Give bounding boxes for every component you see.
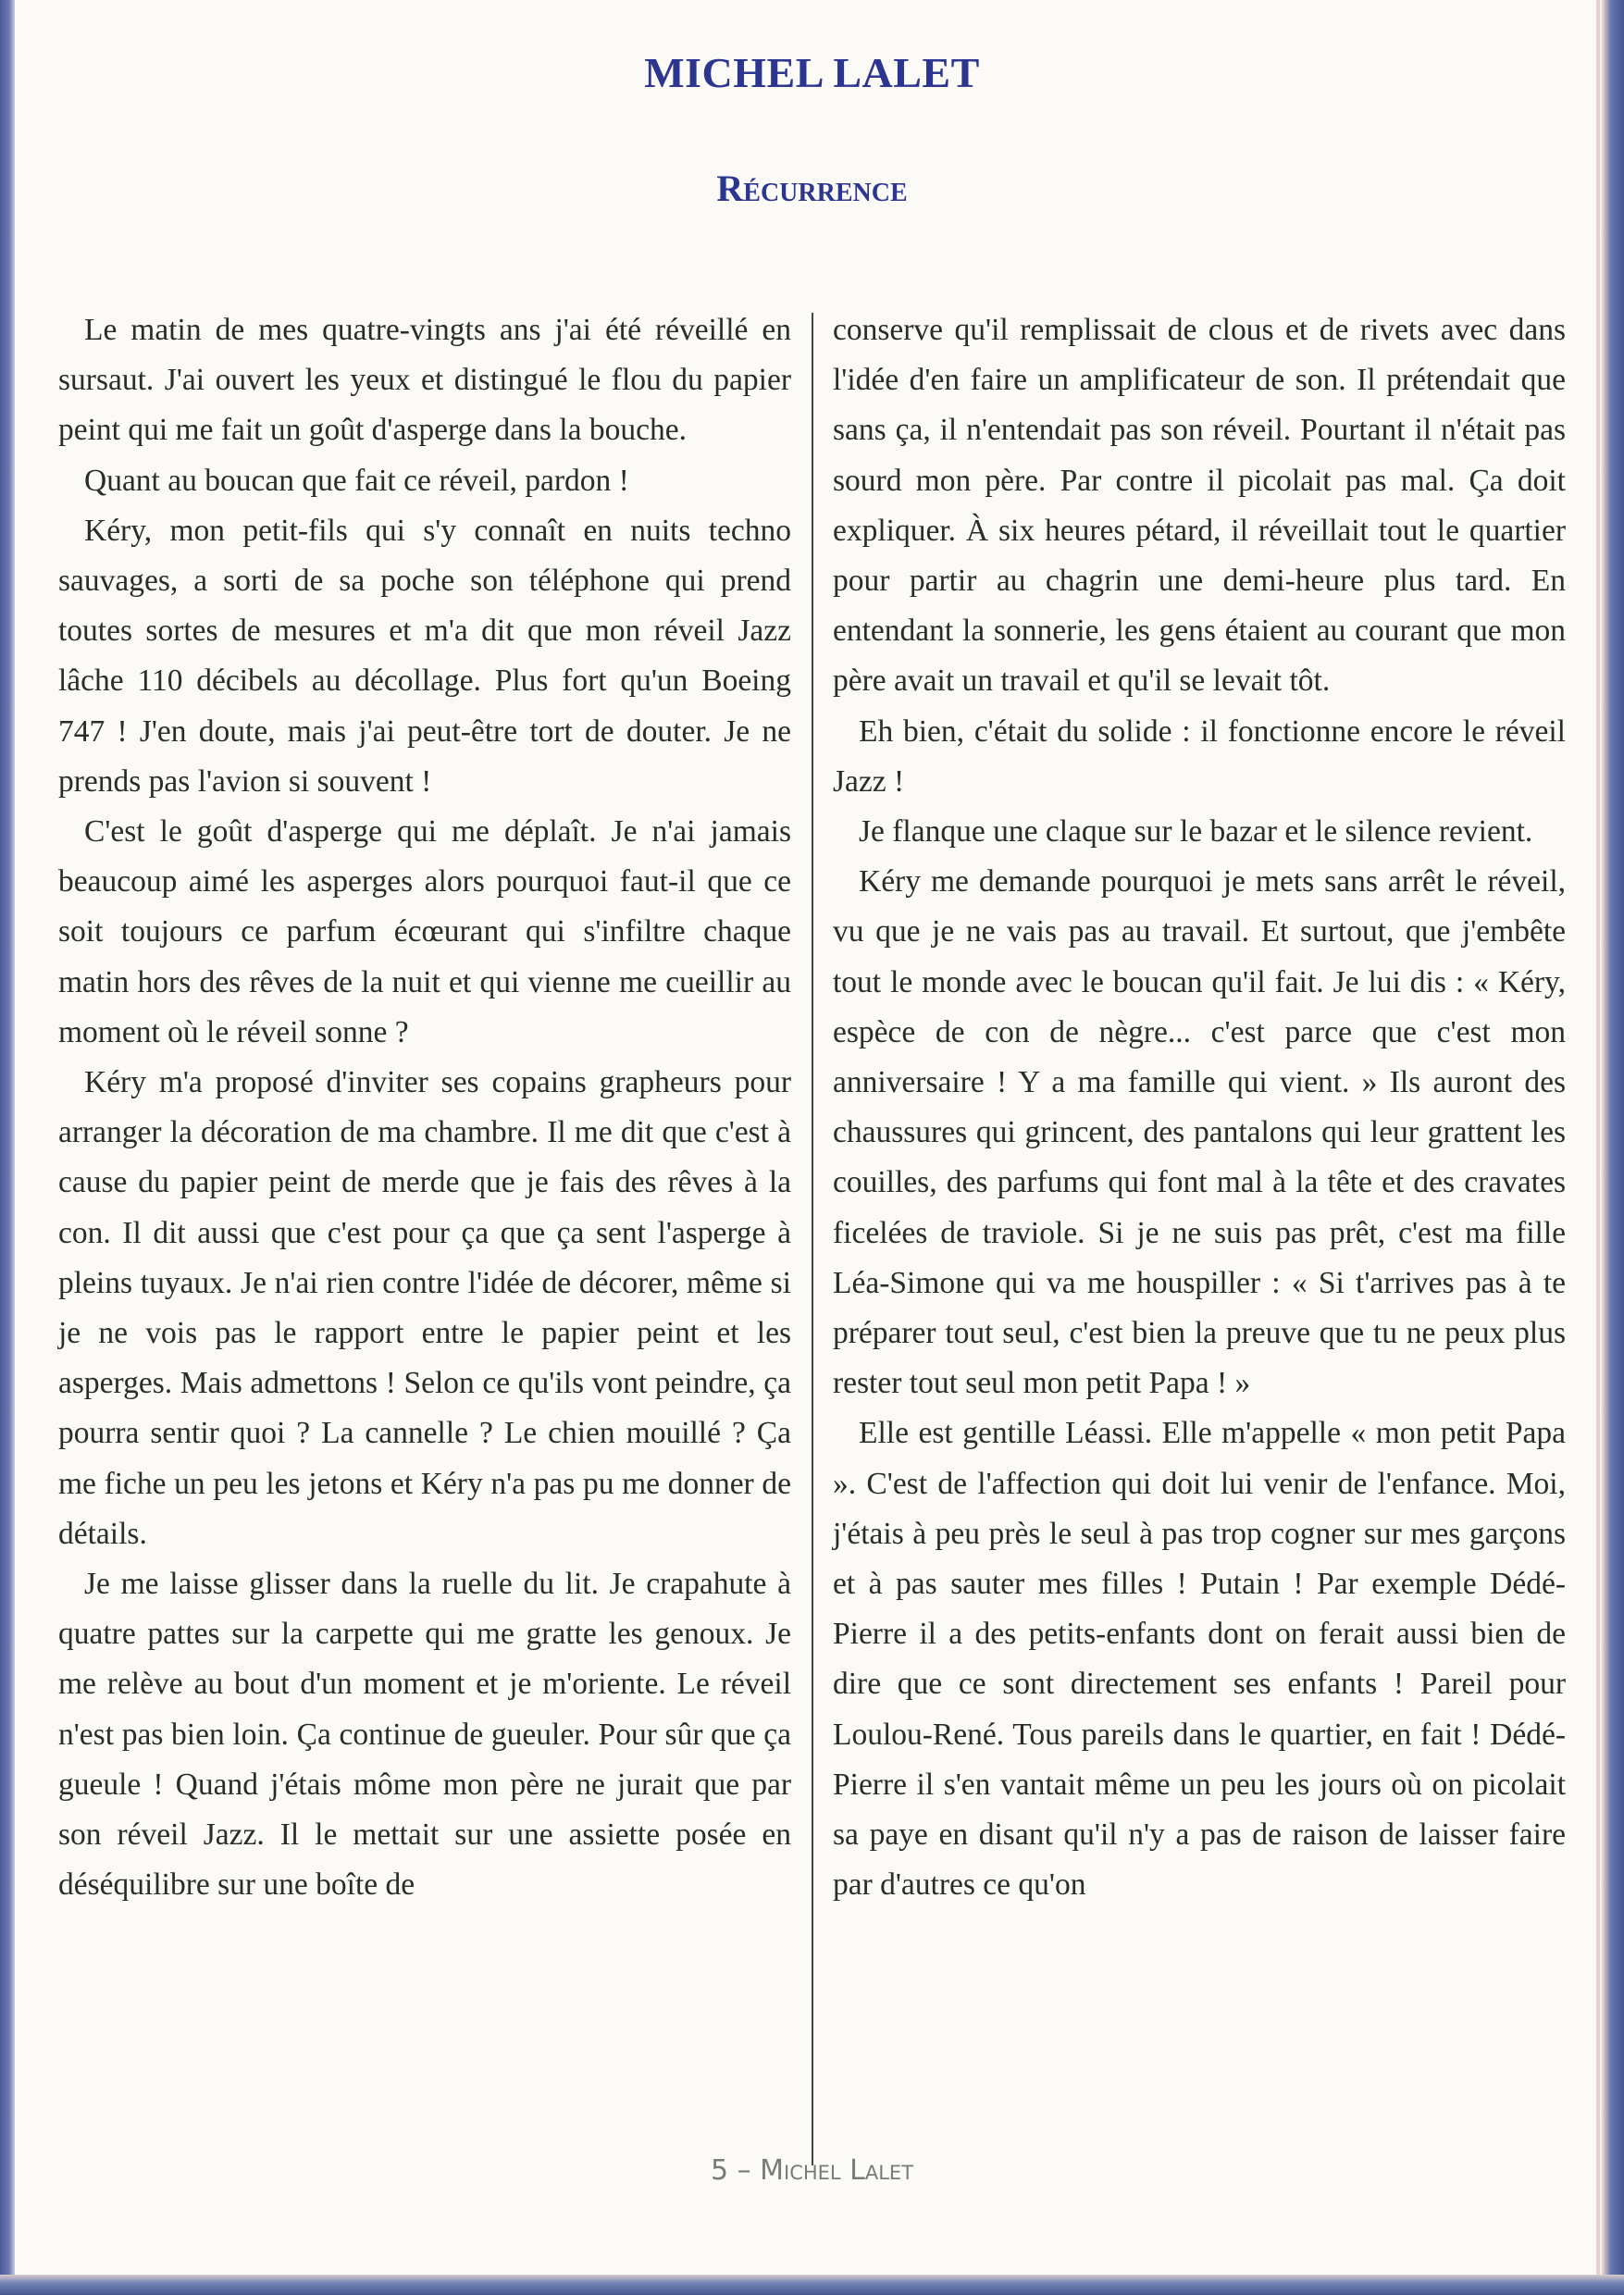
paragraph: Kéry, mon petit-fils qui s'y connaît en nuits techno sauvages, a sorti de sa poche son téléphone qui prend toutes sortes de mesures et m'a dit que mon réveil Jazz lâche 110 décibels au décollage. Plus fort qu'un Boeing 747 ! J'en doute, mais j'ai peut-être tort de douter. Je ne prends pas l'avion si souvent ! (58, 513, 791, 799)
page-footer: 5 – Michel Lalet (710, 2154, 914, 2187)
paragraph-continued: conserve qu'il remplissait de clous et de rivets avec dans l'idée d'en faire un amplificateur de son. Il prétendait que sans ça, il n'entendait pas son réveil. Pourtant il n'était pas sourd mon père. Par contre il picolait pas mal. Ça doit expliquer. À six heures pétard, il réveillait tout le quartier pour partir au chagrin une demi-heure plus tard. En entendant la sonnerie, les gens étaient au courant que mon père avait un travail et qu'il se levait tôt. (833, 313, 1566, 699)
paragraph: Le matin de mes quatre-vingts ans j'ai été réveillé en sursaut. J'ai ouvert les yeux et distingué le flou du papier peint qui me fait un goût d'asperge dans la bouche. (58, 313, 791, 448)
paragraph: Kéry m'a proposé d'inviter ses copains grapheurs pour arranger la décoration de ma chambre. Il me dit que c'est à cause du papier peint de merde que je fais des rêves à la con. Il dit aussi que c'est pour ça que ça sent l'asperge à pleins tuyaux. Je n'ai rien contre l'idée de décorer, même si je ne vois pas le rapport entre le papier peint et les asperges. Mais admettons ! Selon ce qu'ils vont peindre, ça pourra sentir quoi ? La cannelle ? Le chien mouillé ? Ça me fiche un peu les jetons et Kéry n'a pas pu me donner de détails. (58, 1065, 791, 1551)
paragraph: C'est le goût d'asperge qui me déplaît. Je n'ai jamais beaucoup aimé les asperges alors pourquoi faut-il que ce soit toujours ce parfum écœurant qui s'infiltre chaque matin hors des rêves de la nuit et qui vienne me cueillir au moment où le réveil sonne ? (58, 814, 791, 1049)
page-frame-bottom (0, 2275, 1624, 2295)
paragraph: Eh bien, c'était du solide : il fonctionne encore le réveil Jazz ! (833, 713, 1566, 799)
column-divider (812, 313, 813, 2165)
paragraph: Je flanque une claque sur le bazar et le silence revient. (859, 814, 1533, 850)
paragraph: Quant au boucan que fait ce réveil, pardon ! (84, 463, 629, 498)
paragraph: Kéry me demande pourquoi je mets sans arrêt le réveil, vu que je ne vais pas au travail. Et surtout, que j'embête tout le monde avec le boucan qu'il fait. Je lui dis : « Kéry, espèce de con de nègre... c'est parce que c'est mon anniversaire ! Y a ma famille qui vient. » Ils auront des chaussures qui grincent, des pantalons qui leur grattent les couilles, des parfums qui font mal à la tête et des cravates ficelées de traviole. Si je ne suis pas prêt, c'est ma fille Léa-Simone qui va me houspiller : « Si t'arrives pas à te préparer tout seul, c'est bien la preuve que tu ne peux plus rester tout seul mon petit Papa ! » (833, 864, 1566, 1401)
text-column-right (833, 305, 1566, 1911)
text-column-left (58, 305, 791, 1911)
story-title: Récurrence (716, 167, 908, 209)
paragraph: Je me laisse glisser dans la ruelle du lit. Je crapahute à quatre pattes sur la carpette qui me gratte les genoux. Je me relève au bout d'un moment et je m'oriente. Le réveil n'est pas bien loin. Ça continue de gueuler. Pour sûr que ça gueule ! Quand j'étais môme mon père ne jurait que par son réveil Jazz. Il le mettait sur une assiette posée en déséquilibre sur une boîte de (58, 1567, 791, 1903)
paragraph: Elle est gentille Léassi. Elle m'appelle « mon petit Papa ». C'est de l'affection qui doit lui venir de l'enfance. Moi, j'étais à peu près le seul à pas trop cogner sur mes garçons et à pas sauter mes filles ! Putain ! Par exemple Dédé-Pierre il a des petits-enfants dont on ferait aussi bien de dire que ce sont directement ses enfants ! Pareil pour Loulou-René. Tous pareils dans le quartier, en fait ! Dédé-Pierre il s'en vantait même un peu les jours où on picolait sa paye en disant qu'il n'y a pas de raison de laisser faire par d'autres ce qu'on (833, 1416, 1566, 1903)
page-frame-right (1600, 0, 1624, 2295)
author-name: MICHEL LALET (644, 49, 980, 96)
page-frame-left (0, 0, 15, 2295)
